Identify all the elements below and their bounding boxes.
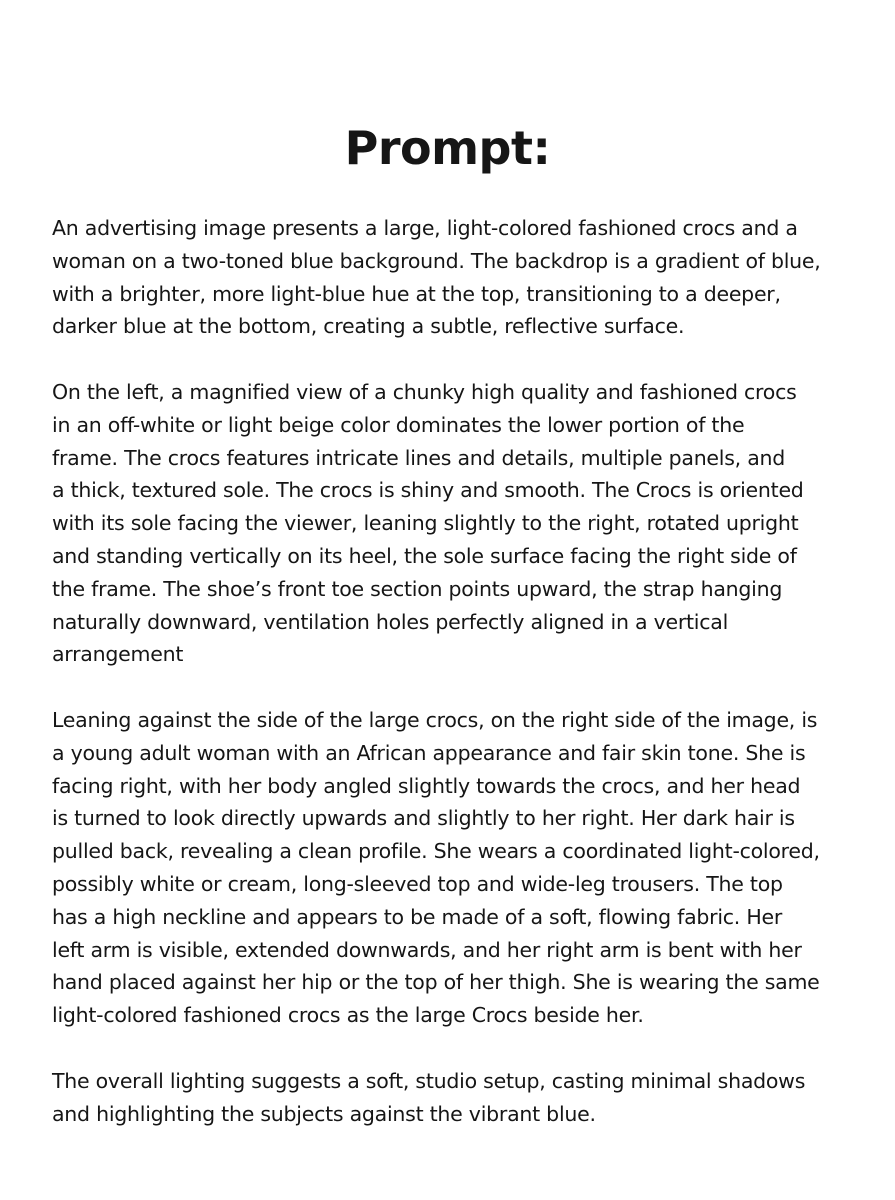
text-line: naturally downward, ventilation holes perfectly aligned in a vertical — [52, 609, 729, 634]
paragraph-3 — [52, 704, 852, 1032]
paragraph-1 — [52, 212, 852, 343]
text-line: with a brighter, more light-blue hue at the top, transitioning to a deeper, — [52, 281, 781, 306]
page-title: Prompt: — [344, 121, 551, 175]
text-line: left arm is visible, extended downwards, and her right arm is bent with her — [52, 937, 802, 962]
paragraph-2 — [52, 376, 852, 671]
text-line: the frame. The shoe’s front toe section points upward, the strap hanging — [52, 576, 783, 601]
text-line: frame. The crocs features intricate lines and details, multiple panels, and — [52, 445, 786, 470]
text-line: Leaning against the side of the large crocs, on the right side of the image, is — [52, 707, 818, 732]
text-line: facing right, with her body angled slightly towards the crocs, and her head — [52, 773, 801, 798]
text-line: with its sole facing the viewer, leaning slightly to the right, rotated upright — [52, 511, 799, 536]
text-line: and highlighting the subjects against the vibrant blue. — [52, 1101, 596, 1126]
text-line: is turned to look directly upwards and slightly to her right. Her dark hair is — [52, 806, 795, 831]
text-line: darker blue at the bottom, creating a subtle, reflective surface. — [52, 314, 685, 339]
text-line: The overall lighting suggests a soft, studio setup, casting minimal shadows — [52, 1068, 806, 1093]
prompt-body — [52, 212, 852, 1163]
text-line: light-colored fashioned crocs as the large Crocs beside her. — [52, 1003, 644, 1028]
text-line: has a high neckline and appears to be made of a soft, flowing fabric. Her — [52, 904, 783, 929]
paragraph-4 — [52, 1065, 852, 1131]
text-line: An advertising image presents a large, light-colored fashioned crocs and a — [52, 216, 798, 240]
text-line: arrangement — [52, 642, 184, 667]
text-line: and standing vertically on its heel, the sole surface facing the right side of — [52, 543, 797, 568]
text-line: woman on a two-toned blue background. The backdrop is a gradient of blue, — [52, 248, 821, 273]
text-line: a young adult woman with an African appearance and fair skin tone. She is — [52, 740, 806, 765]
text-line: pulled back, revealing a clean profile. She wears a coordinated light-colored, — [52, 839, 820, 864]
text-line: On the left, a magnified view of a chunky high quality and fashioned crocs — [52, 379, 797, 404]
text-line: a thick, textured sole. The crocs is shiny and smooth. The Crocs is oriented — [52, 478, 804, 503]
text-line: in an off-white or light beige color dominates the lower portion of the — [52, 412, 745, 437]
text-line: hand placed against her hip or the top of her thigh. She is wearing the same — [52, 970, 820, 995]
text-line: possibly white or cream, long-sleeved top and wide-leg trousers. The top — [52, 871, 783, 896]
